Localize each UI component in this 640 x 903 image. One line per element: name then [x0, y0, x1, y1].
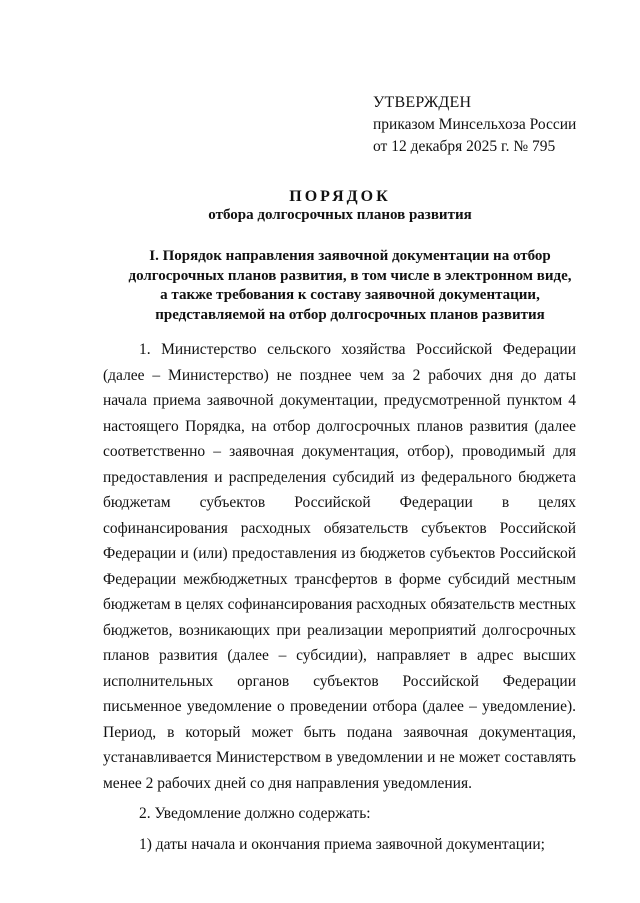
document-title: ПОРЯДОК	[289, 188, 391, 205]
document-subtitle: отбора долгосрочных планов развития	[208, 207, 472, 223]
approval-line-date: от 12 декабря 2025 г. № 795	[373, 138, 556, 155]
section-heading-line: долгосрочных планов развития, в том числе в электронном виде,	[128, 267, 572, 284]
approval-stamp	[373, 92, 576, 158]
paragraph-2: 2. Уведомление должно содержать:	[139, 805, 371, 822]
paragraph-3: 1) даты начала и окончания приема заявочной документации;	[139, 835, 545, 853]
paragraph-1: 1. Министерство сельского хозяйства Российской Федерации (далее – Министерство) не позднее чем за 2 рабочих дня до даты начала приема заявочной документации, предусмотренной пунктом 4 настоящего Порядка, на отбор долгосрочных планов развития (далее соответственно – заявочная документация, отбор), проводимый для предоставления и распределения субсидий из федерального бюджета бюджетам субъектов Российской Федерации в целях софинансирования расходных обязательств субъектов Российской Федерации и (или) предоставления из бюджетов субъектов Российской Федерации межбюджетных трансфертов в форме субсидий местным бюджетам в целях софинансирования расходных обязательств местных бюджетов, возникающих при реализации мероприятий долгосрочных планов развития (далее – субсидии), направляет в адрес высших исполнительных органов субъектов Российской Федерации письменное уведомление о проведении отбора (далее – уведомление). Период, в который может быть подана заявочная документация, устанавливается Министерством в уведомлении и не может составлять менее 2 рабочих дней со дня направления уведомления.	[103, 341, 576, 792]
section-heading-line: I. Порядок направления заявочной документации на отбор	[149, 248, 551, 264]
approval-line-order: приказом Минсельхоза России	[373, 116, 577, 133]
document-body	[103, 337, 576, 857]
section-heading-line: представляемой на отбор долгосрочных планов развития	[155, 306, 545, 323]
section-heading-line: а также требования к составу заявочной документации,	[160, 287, 540, 303]
section-heading	[115, 247, 585, 325]
approval-heading: УТВЕРЖДЕН	[373, 94, 472, 111]
